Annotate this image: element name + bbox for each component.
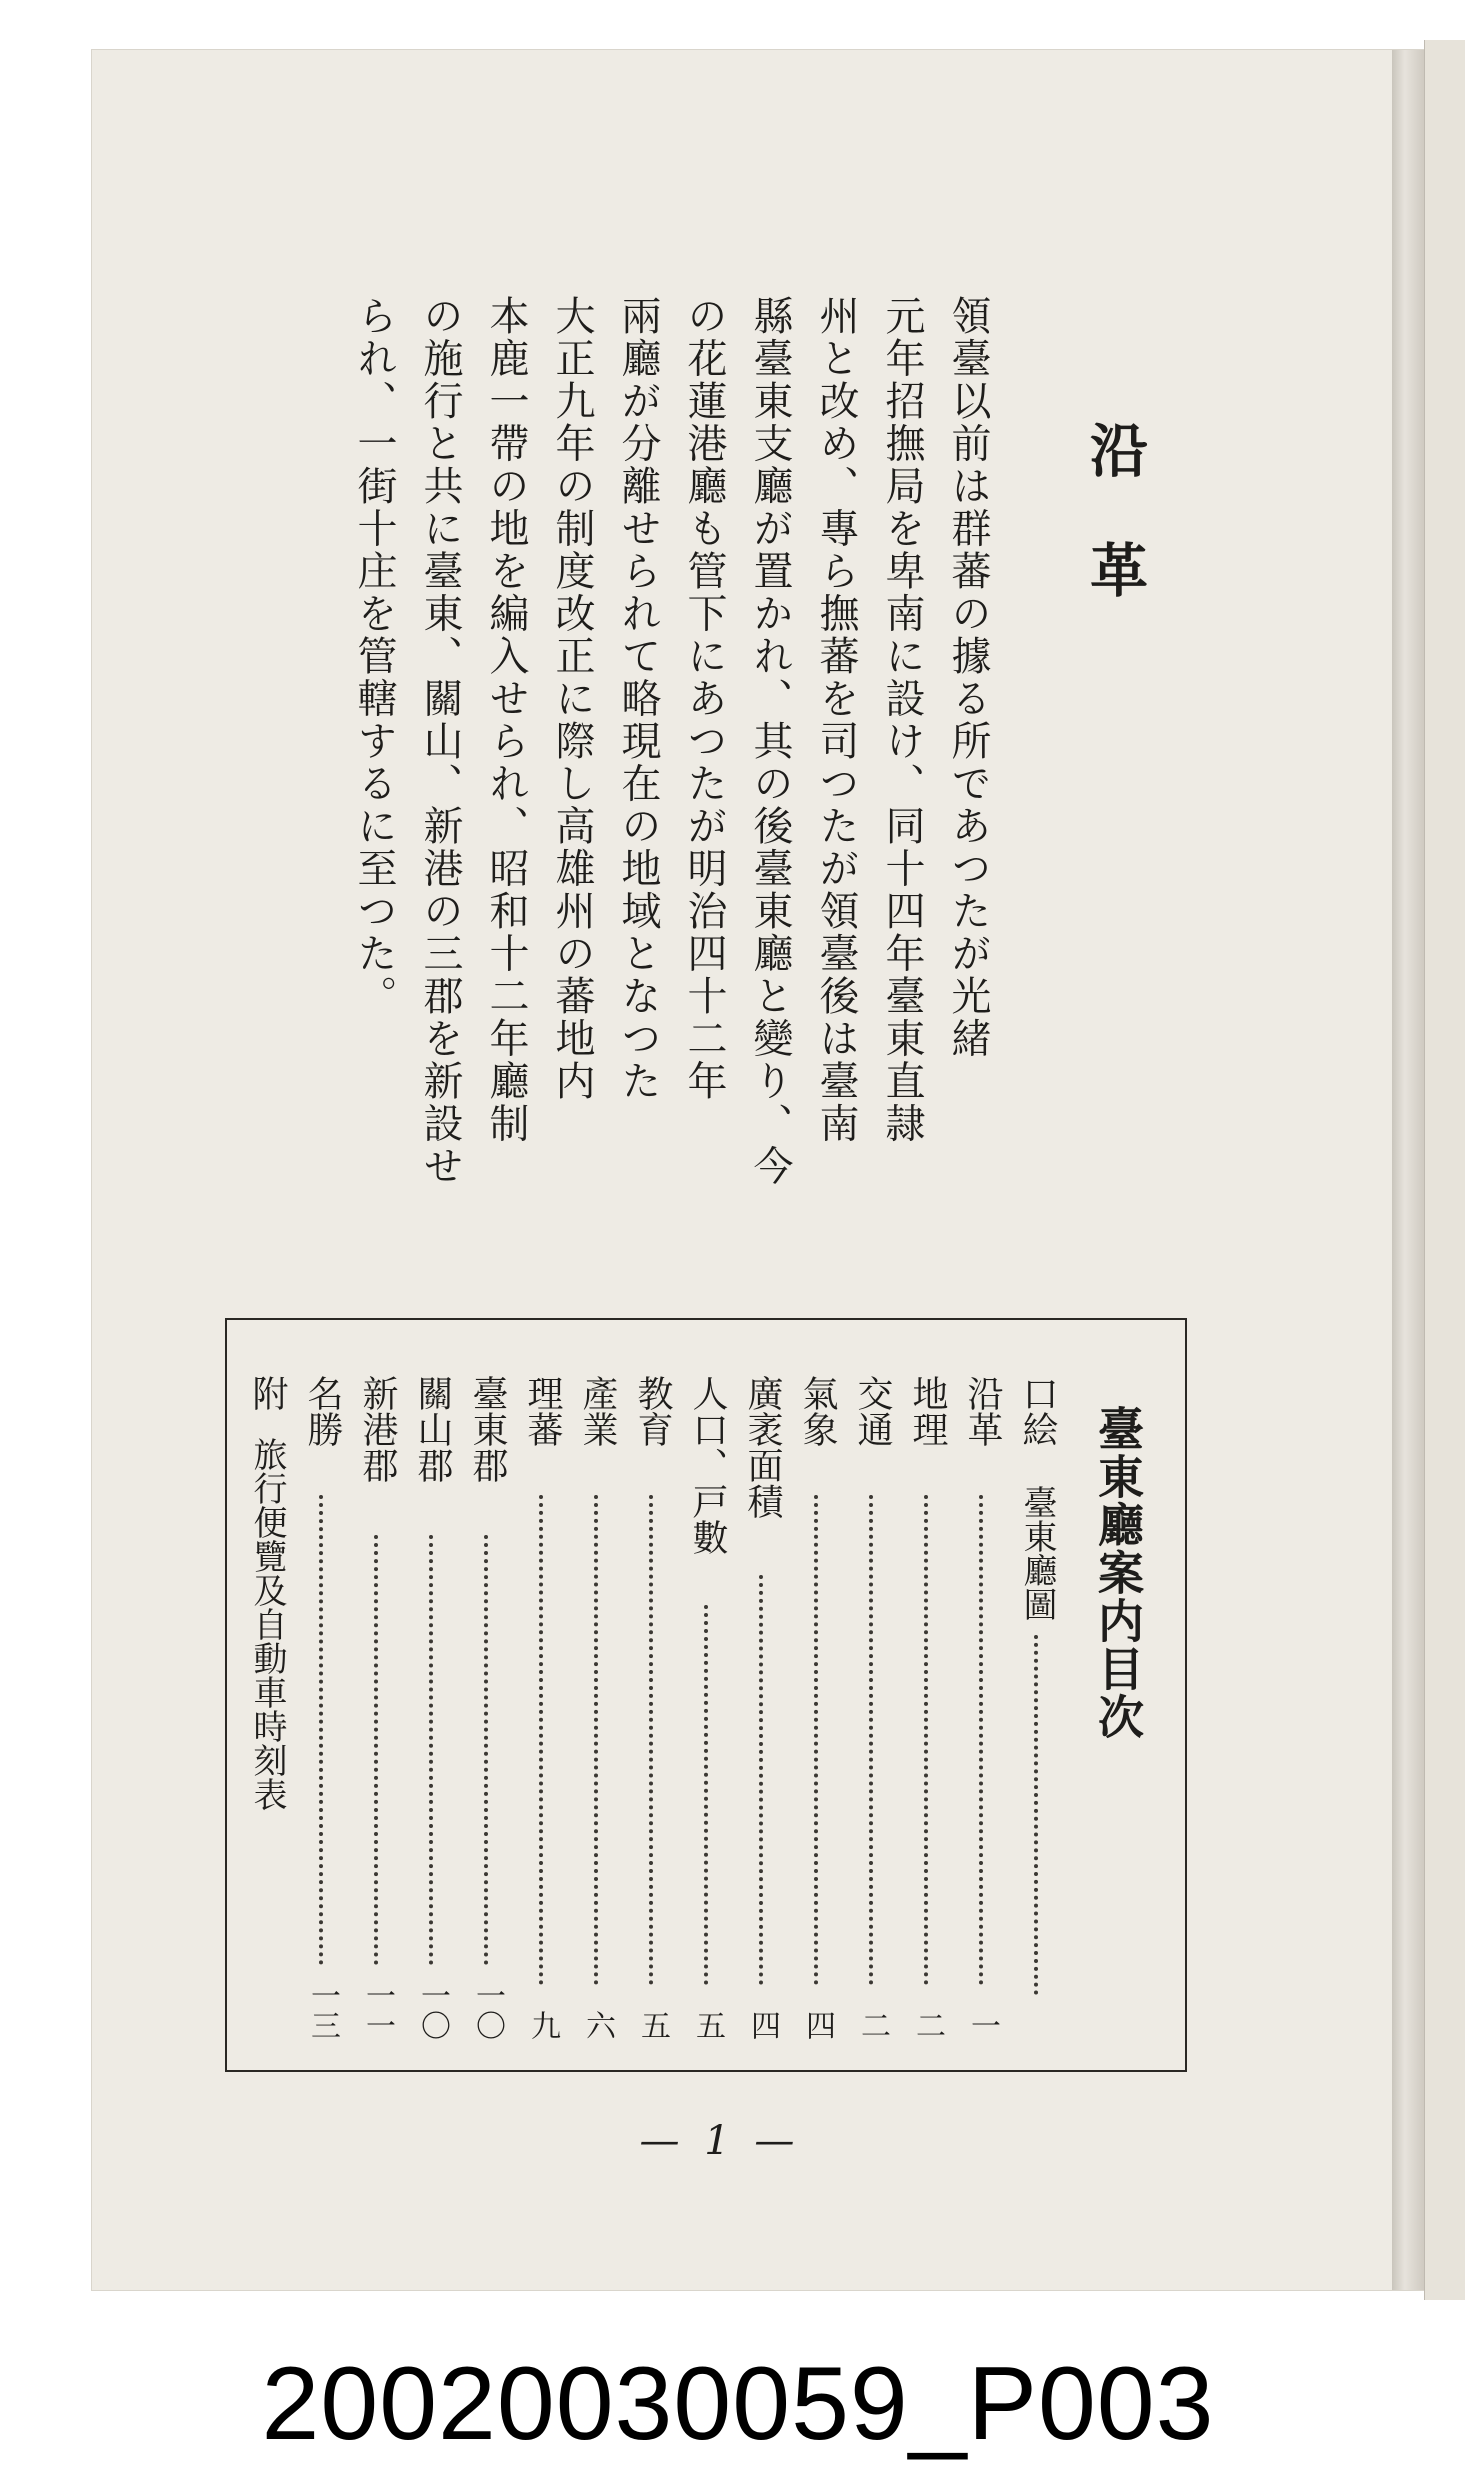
toc-entry-label: 產業 bbox=[577, 1375, 618, 1447]
toc-entry[interactable] bbox=[1017, 1375, 1057, 2040]
body-column-9: の施行と共に臺東、關山、新港の三郡を新設せ bbox=[417, 295, 463, 1188]
toc-entry-page: 一〇 bbox=[415, 1980, 450, 2040]
toc-entry-label: 新港郡 bbox=[357, 1375, 398, 1483]
toc-entry-label: 廣袤面積 bbox=[742, 1375, 783, 1519]
toc-entry-page: 六 bbox=[580, 2010, 615, 2040]
toc-leader-dots bbox=[319, 1495, 323, 1965]
toc-entry-subtitle: 旅行便覽及自動車時刻表 bbox=[247, 1437, 287, 1811]
toc-leader-dots bbox=[924, 1495, 928, 1985]
toc-entry-page: 九 bbox=[525, 2010, 560, 2040]
toc-entry-page: 一〇 bbox=[470, 1980, 505, 2040]
toc-entry-page: 一 bbox=[965, 2010, 1000, 2040]
book-spine bbox=[1392, 50, 1424, 2290]
table-of-contents bbox=[225, 1318, 1187, 2072]
toc-leader-dots bbox=[374, 1535, 378, 1965]
body-column-1: 領臺以前は群蕃の據る所であつたが光緒 bbox=[945, 295, 991, 1060]
toc-entry-label: 交通 bbox=[852, 1375, 893, 1447]
toc-leader-dots bbox=[594, 1495, 598, 1985]
section-title: 沿革 bbox=[1080, 420, 1148, 660]
toc-entry[interactable] bbox=[302, 1375, 342, 2040]
body-column-2: 元年招撫局を卑南に設け、同十四年臺東直隷 bbox=[879, 295, 925, 1145]
body-column-8: 本鹿一帶の地を編入せられ、昭和十二年廳制 bbox=[483, 295, 529, 1145]
page-number: — 1 — bbox=[639, 2118, 801, 2164]
toc-entry-page: 五 bbox=[635, 2010, 670, 2040]
toc-entry[interactable] bbox=[797, 1375, 837, 2040]
toc-entry-label: 沿革 bbox=[962, 1375, 1003, 1447]
catalog-id: 20020030059_P003 bbox=[261, 2346, 1215, 2462]
toc-entry[interactable] bbox=[247, 1375, 287, 2040]
adjacent-page-edge bbox=[1424, 40, 1465, 2300]
toc-leader-dots bbox=[1034, 1635, 1038, 1995]
toc-entry-page: 四 bbox=[800, 2010, 835, 2040]
toc-entry[interactable] bbox=[742, 1375, 782, 2040]
toc-entry-label: 人口、戸數 bbox=[687, 1375, 728, 1555]
toc-entry-subtitle: 臺東廳圖 bbox=[1017, 1485, 1057, 1621]
toc-entry[interactable] bbox=[467, 1375, 507, 2040]
section-body bbox=[228, 295, 991, 1188]
toc-entry-label: 名勝 bbox=[302, 1375, 343, 1447]
toc-entry[interactable] bbox=[357, 1375, 397, 2040]
toc-entry[interactable] bbox=[632, 1375, 672, 2040]
toc-leader-dots bbox=[539, 1495, 543, 1985]
toc-leader-dots bbox=[484, 1535, 488, 1965]
toc-entry-label: 口絵 bbox=[1017, 1375, 1058, 1447]
toc-leader-dots bbox=[869, 1495, 873, 1985]
body-column-5: の花蓮港廳も管下にあつたが明治四十二年 bbox=[681, 295, 727, 1103]
toc-leader-dots bbox=[649, 1495, 653, 1985]
toc-entry-page: 四 bbox=[745, 2010, 780, 2040]
body-column-10: られ、一街十庄を管轄するに至つた。 bbox=[351, 295, 397, 1018]
toc-entry-label: 氣象 bbox=[797, 1375, 838, 1447]
toc-leader-dots bbox=[759, 1575, 763, 1985]
toc-title: 臺東廳案内目次 bbox=[1091, 1405, 1145, 1741]
toc-entry-page: 一一 bbox=[360, 1980, 395, 2040]
body-column-7: 大正九年の制度改正に際し高雄州の蕃地内 bbox=[549, 295, 595, 1103]
toc-entry-page: 五 bbox=[690, 2010, 725, 2040]
toc-entry[interactable] bbox=[687, 1375, 727, 2040]
toc-entry-label: 教育 bbox=[632, 1375, 673, 1447]
toc-entry[interactable] bbox=[522, 1375, 562, 2040]
body-column-4: 縣臺東支廳が置かれ、其の後臺東廳と變り、今 bbox=[747, 295, 793, 1188]
toc-entry-page: 二 bbox=[910, 2010, 945, 2040]
toc-entry-label: 理蕃 bbox=[522, 1375, 563, 1447]
toc-leader-dots bbox=[704, 1605, 708, 1985]
toc-entry[interactable] bbox=[412, 1375, 452, 2040]
toc-entry-page: 二 bbox=[855, 2010, 890, 2040]
toc-leader-dots bbox=[429, 1535, 433, 1965]
toc-entry[interactable] bbox=[907, 1375, 947, 2040]
body-column-3: 州と改め、專ら撫蕃を司つたが領臺後は臺南 bbox=[813, 295, 859, 1145]
body-column-6: 兩廳が分離せられて略現在の地域となつた bbox=[615, 295, 661, 1103]
toc-entry-label: 關山郡 bbox=[412, 1375, 453, 1483]
toc-entry[interactable] bbox=[577, 1375, 617, 2040]
toc-entry-label: 地理 bbox=[907, 1375, 948, 1447]
toc-entry[interactable] bbox=[962, 1375, 1002, 2040]
toc-entry-label: 附 bbox=[247, 1375, 288, 1411]
toc-leader-dots bbox=[979, 1495, 983, 1985]
toc-entry-label: 臺東郡 bbox=[467, 1375, 508, 1483]
toc-entry-page: 一三 bbox=[305, 1980, 340, 2040]
toc-leader-dots bbox=[814, 1495, 818, 1985]
toc-entry[interactable] bbox=[852, 1375, 892, 2040]
